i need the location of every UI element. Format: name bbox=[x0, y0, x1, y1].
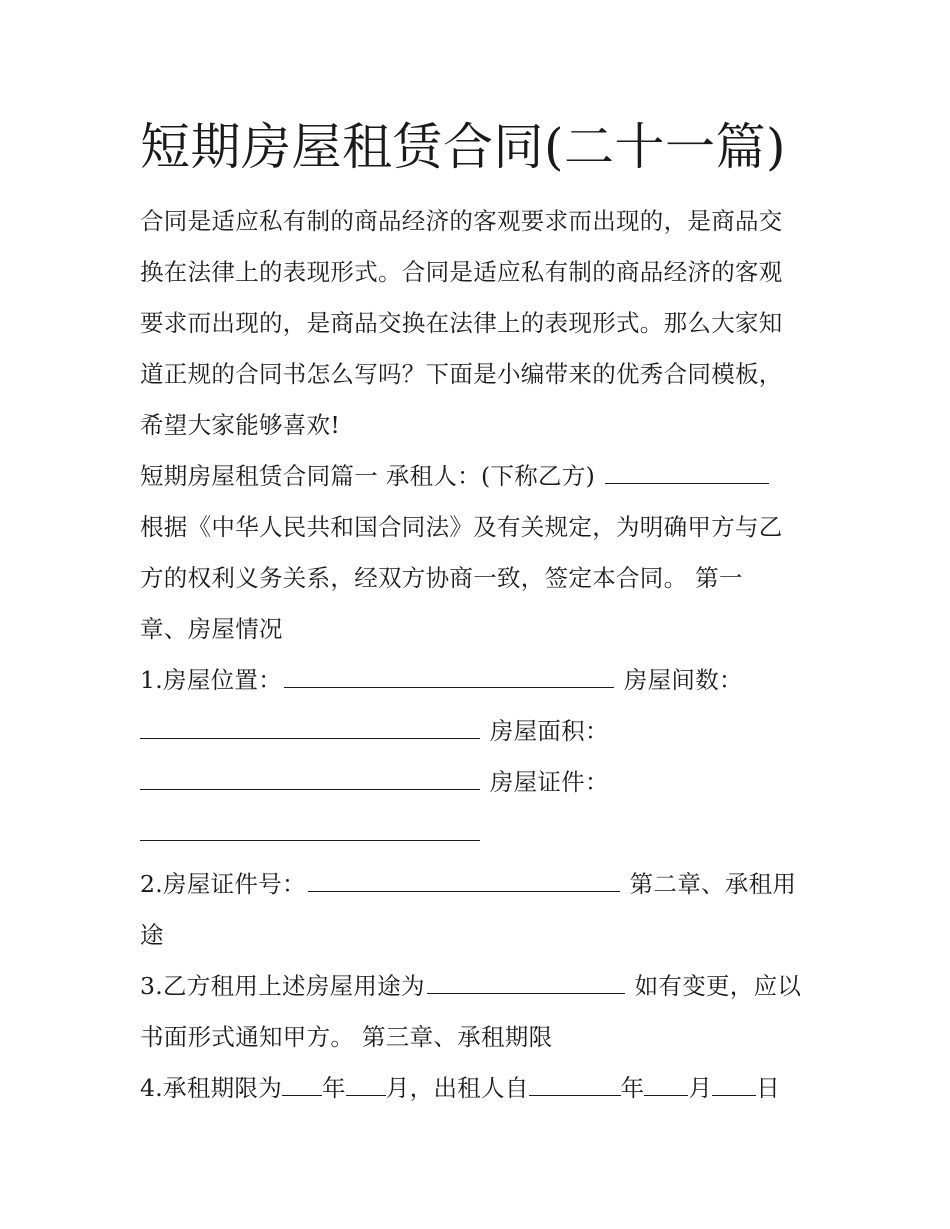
intro-line-2: 换在法律上的表现形式。合同是适应私有制的商品经济的客观 bbox=[140, 258, 783, 286]
usage-blank[interactable] bbox=[427, 969, 625, 994]
certificate-number-label: 2.房屋证件号： bbox=[140, 870, 306, 898]
section1-line-2: 根据《中华人民共和国合同法》及有关规定，为明确甲方与乙 bbox=[140, 513, 783, 541]
house-area-blank[interactable] bbox=[140, 765, 480, 790]
document-title: 短期房屋租赁合同(二十一篇) bbox=[140, 118, 787, 176]
intro-line-5: 希望大家能够喜欢! bbox=[140, 411, 341, 439]
certificate-number-blank[interactable] bbox=[308, 867, 620, 892]
usage-label: 3.乙方租用上述房屋用途为 bbox=[140, 972, 425, 1000]
item2-line-2: 途 bbox=[140, 921, 164, 949]
item3-line-1 bbox=[140, 961, 820, 1012]
start-day-blank[interactable] bbox=[712, 1071, 756, 1096]
house-certificate-blank[interactable] bbox=[140, 816, 480, 841]
section1-line-4: 章、房屋情况 bbox=[140, 615, 283, 643]
house-rooms-blank[interactable] bbox=[140, 714, 480, 739]
section1-heading-text: 短期房屋租赁合同篇一 承租人：(下称乙方) bbox=[140, 462, 603, 490]
start-month-blank[interactable] bbox=[644, 1071, 688, 1096]
section1-heading-line bbox=[140, 451, 820, 502]
house-location-label: 1.房屋位置： bbox=[140, 666, 283, 694]
item1-line-1 bbox=[140, 655, 820, 706]
item1-line-4 bbox=[140, 808, 820, 859]
item1-line-2 bbox=[140, 706, 820, 757]
start-year-unit: 年 bbox=[620, 1074, 645, 1102]
item2-line-1 bbox=[140, 859, 820, 910]
house-rooms-label: 房屋间数： bbox=[616, 666, 743, 694]
chapter2-heading: 第二章、承租用 bbox=[621, 870, 797, 898]
term-year-unit: 年 bbox=[322, 1074, 346, 1102]
start-day-unit: 日 bbox=[756, 1074, 781, 1102]
intro-line-4: 道正规的合同书怎么写吗？下面是小编带来的优秀合同模板， bbox=[140, 360, 783, 388]
usage-change-text: 如有变更，应以 bbox=[626, 972, 802, 1000]
term-label: 4.承租期限为 bbox=[140, 1074, 283, 1102]
start-year-blank[interactable] bbox=[529, 1071, 621, 1096]
item4-line-1 bbox=[140, 1063, 820, 1114]
start-month-unit: 月 bbox=[688, 1074, 713, 1102]
house-location-blank[interactable] bbox=[284, 663, 614, 688]
term-months-blank[interactable] bbox=[346, 1071, 386, 1096]
house-certificate-label: 房屋证件： bbox=[482, 768, 609, 796]
house-area-label: 房屋面积： bbox=[482, 717, 609, 745]
intro-line-1: 合同是适应私有制的商品经济的客观要求而出现的，是商品交 bbox=[140, 207, 783, 235]
intro-line-3: 要求而出现的，是商品交换在法律上的表现形式。那么大家知 bbox=[140, 309, 783, 337]
section1-line-3: 方的权利义务关系，经双方协商一致，签定本合同。 第一 bbox=[140, 564, 743, 592]
lessor-from-text: 月，出租人自 bbox=[385, 1074, 529, 1102]
term-years-blank[interactable] bbox=[282, 1071, 322, 1096]
item3-line-2: 书面形式通知甲方。 第三章、承租期限 bbox=[140, 1023, 553, 1051]
lessee-name-blank[interactable] bbox=[605, 459, 769, 484]
document-page bbox=[140, 112, 820, 1114]
item1-line-3 bbox=[140, 757, 820, 808]
